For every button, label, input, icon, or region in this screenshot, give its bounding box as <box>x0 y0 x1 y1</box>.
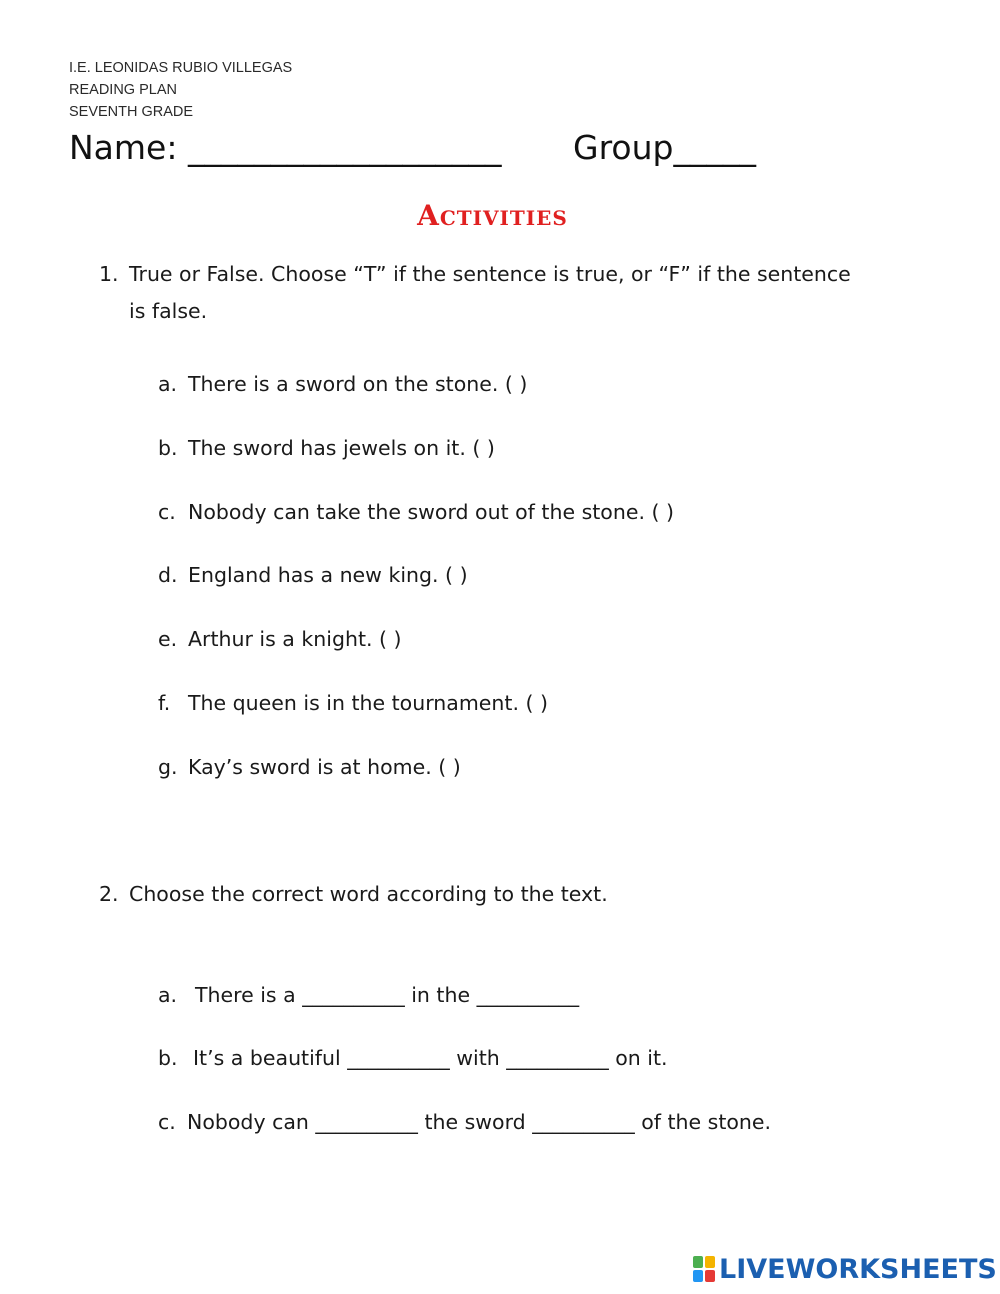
item-text: There is a sword on the stone. ( ) <box>188 372 528 396</box>
item-text: The sword has jewels on it. ( ) <box>188 436 495 460</box>
tf-item-d[interactable] <box>158 563 468 587</box>
question-text: Choose the correct word according to the text. <box>129 882 608 906</box>
item-text: The queen is in the tournament. ( ) <box>188 691 548 715</box>
tf-item-g[interactable] <box>158 755 461 779</box>
fill-item-b[interactable] <box>158 1046 668 1070</box>
liveworksheets-logo-icon <box>693 1256 717 1282</box>
item-letter: c. <box>158 500 176 524</box>
tf-item-c[interactable] <box>158 500 674 524</box>
question-text-line2: is false. <box>129 299 208 323</box>
item-letter: a. <box>158 983 178 1007</box>
tf-item-e[interactable] <box>158 627 402 651</box>
item-text: Kay’s sword is at home. ( ) <box>188 755 461 779</box>
item-text: Nobody can take the sword out of the stone. ( ) <box>188 500 674 524</box>
liveworksheets-logo[interactable] <box>693 1253 997 1285</box>
item-letter: f. <box>158 691 171 715</box>
tf-item-a[interactable] <box>158 372 528 396</box>
question-1 <box>99 262 851 286</box>
item-text: Arthur is a knight. ( ) <box>188 627 402 651</box>
liveworksheets-logo-text: LIVEWORKSHEETS <box>719 1253 997 1285</box>
grade-label: SEVENTH GRADE <box>69 104 194 120</box>
tf-item-b[interactable] <box>158 436 495 460</box>
group-field[interactable]: Group_____ <box>573 128 756 167</box>
question-number: 1. <box>99 262 119 286</box>
item-letter: g. <box>158 755 178 779</box>
item-letter: b. <box>158 436 178 460</box>
item-text: There is a __________ in the __________ <box>195 983 580 1007</box>
item-letter: b. <box>158 1046 178 1070</box>
name-field[interactable]: Name: ___________________ <box>69 128 502 167</box>
item-letter: a. <box>158 372 178 396</box>
item-letter: e. <box>158 627 178 651</box>
question-number: 2. <box>99 882 119 906</box>
school-name: I.E. LEONIDAS RUBIO VILLEGAS <box>69 60 293 76</box>
tf-item-f[interactable] <box>158 691 548 715</box>
item-text: Nobody can __________ the sword __________ of the stone. <box>187 1110 772 1134</box>
item-letter: c. <box>158 1110 176 1134</box>
fill-item-a[interactable] <box>158 983 580 1007</box>
item-letter: d. <box>158 563 178 587</box>
fill-item-c[interactable] <box>158 1110 772 1134</box>
page-title: Activities <box>417 199 568 232</box>
item-text: England has a new king. ( ) <box>188 563 468 587</box>
question-2 <box>99 882 608 906</box>
question-text-line1: True or False. Choose “T” if the sentence is true, or “F” if the sentence <box>129 262 851 286</box>
item-text: It’s a beautiful __________ with __________ on it. <box>193 1046 668 1070</box>
reading-plan-label: READING PLAN <box>69 82 177 98</box>
